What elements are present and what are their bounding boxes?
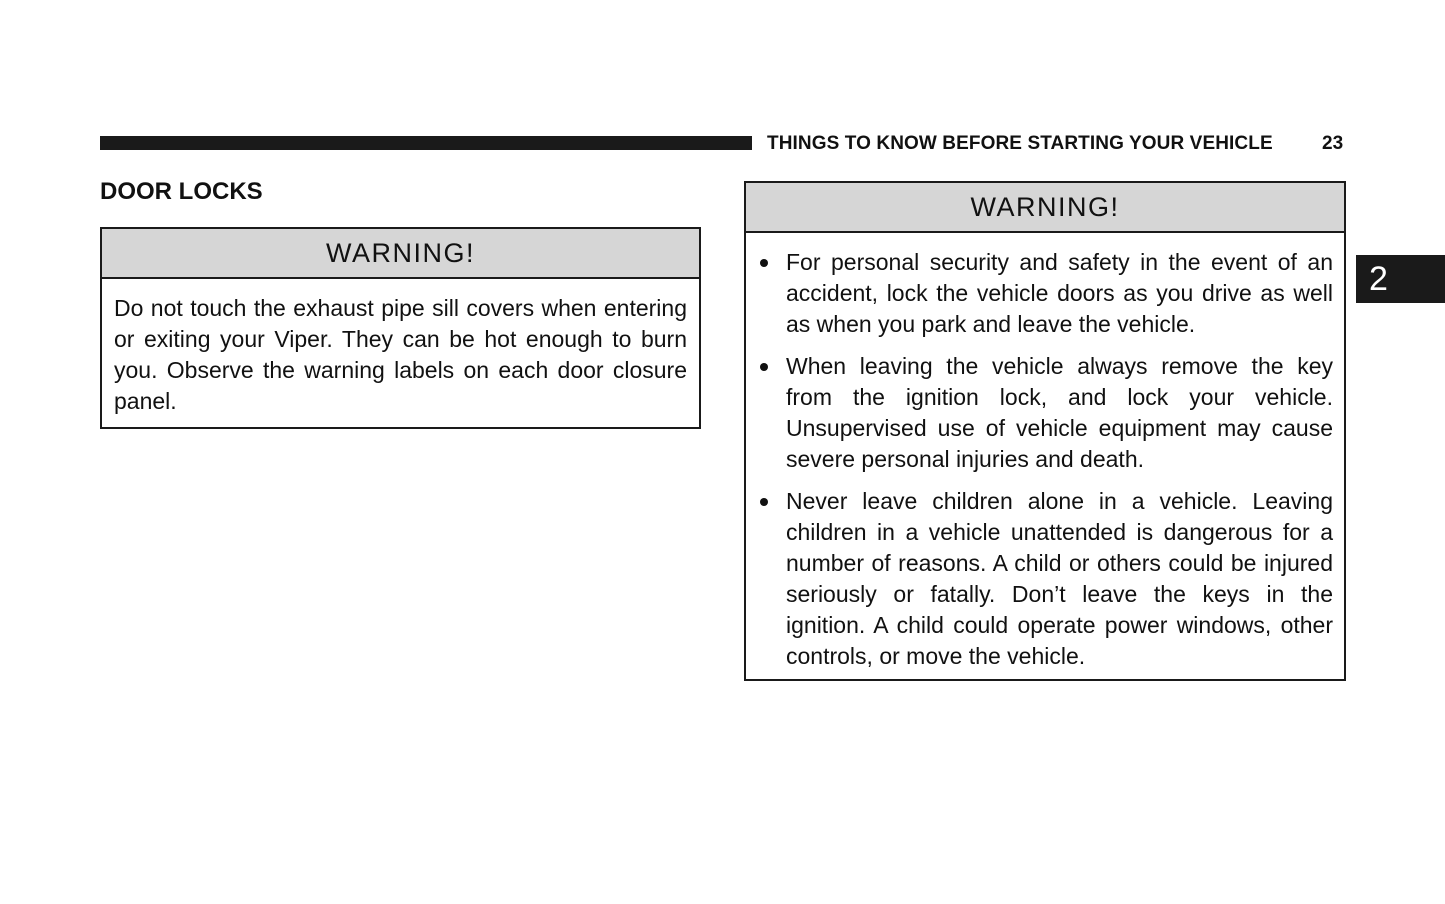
warning-title: WARNING! bbox=[102, 229, 699, 279]
warning-bullet-item bbox=[760, 486, 1333, 672]
warning-bullet-text: When leaving the vehicle always remove the key from the ignition lock, and lock your vehicle. Unsupervised use of vehicle equipment may cause severe personal injuries and death. bbox=[786, 353, 1333, 472]
warning-bullet-text: Never leave children alone in a vehicle. Leaving children in a vehicle unattended is dangerous for a number of reasons. A child or others could be injured seriously or fatally. Don’t leave the keys in the ignition. A child could operate power windows, other controls, or move the vehicle. bbox=[786, 488, 1333, 669]
warning-box-left bbox=[100, 227, 701, 429]
warning-bullet-item bbox=[760, 351, 1333, 475]
warning-title: WARNING! bbox=[746, 183, 1344, 233]
chapter-tab: 2 bbox=[1356, 255, 1445, 303]
bullet-icon bbox=[760, 259, 768, 267]
warning-box-right bbox=[744, 181, 1346, 681]
running-header-title: THINGS TO KNOW BEFORE STARTING YOUR VEHICLE bbox=[767, 133, 1273, 154]
bullet-icon bbox=[760, 363, 768, 371]
page-number: 23 bbox=[1322, 133, 1344, 154]
bullet-icon bbox=[760, 498, 768, 506]
warning-bullet-text: For personal security and safety in the event of an accident, lock the vehicle doors as you drive as well as when you park and leave the vehicle. bbox=[786, 249, 1333, 337]
warning-body: Do not touch the exhaust pipe sill covers when entering or exiting your Viper. They can be hot enough to burn you. Observe the warning labels on each door closure panel. bbox=[114, 295, 687, 414]
warning-bullet-list bbox=[746, 233, 1344, 672]
section-heading: DOOR LOCKS bbox=[100, 178, 263, 205]
warning-bullet-item bbox=[760, 247, 1333, 340]
header-rule-bar bbox=[100, 136, 752, 150]
